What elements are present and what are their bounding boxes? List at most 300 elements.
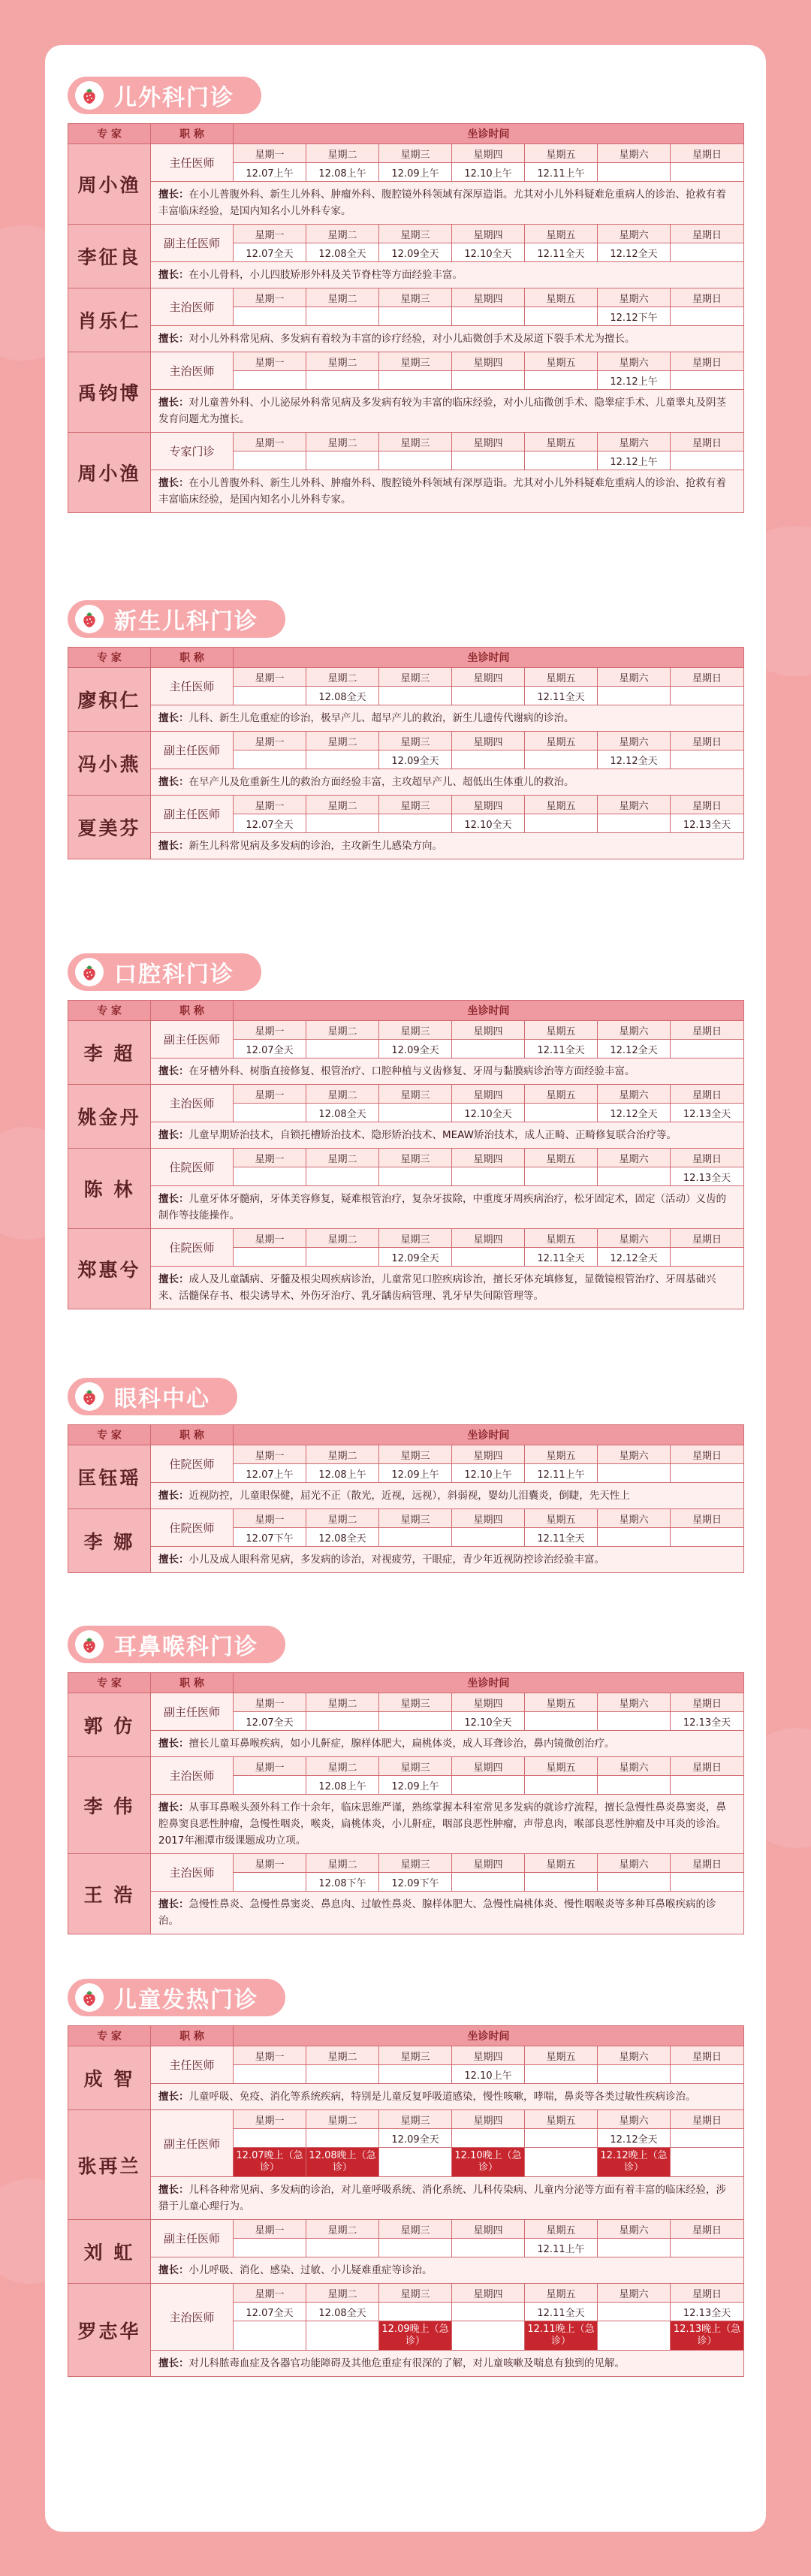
schedule-slot (306, 1040, 379, 1058)
schedule-slot (671, 243, 744, 262)
schedule-slot (234, 1104, 306, 1122)
schedule-table (68, 2025, 744, 2377)
schedule-slot (379, 2065, 452, 2084)
schedule-slot: 12.08全天 (306, 1528, 379, 1547)
expert-header: 专 家 (68, 1425, 151, 1445)
schedule-slot: 12.11全天 (525, 2303, 598, 2321)
specialty-text: 小儿呼吸、消化、感染、过敏、小儿疑难重症等诊治。 (188, 2264, 433, 2276)
specialty-label: 擅长： (158, 1898, 189, 1910)
weekday-label: 星期六 (598, 2284, 671, 2303)
expert-header: 专 家 (68, 1673, 151, 1693)
schedule-slot: 12.13全天 (671, 1104, 744, 1122)
weekday-label: 星期日 (671, 2046, 744, 2065)
specialty-text: 从事耳鼻喉头颈外科工作十余年，临床思维严谨，熟练掌握本科室常见多发病的就诊疗流程，擅长急慢性鼻炎鼻窦炎，鼻腔鼻窦良恶性肿瘤，急慢性咽炎，喉炎，扁桃体炎，小儿鼾症，咽部良恶性肿瘤，声带息肉，喉部良恶性肿瘤及中耳炎的诊治。2017年湘潭市级课题成功立项。 (158, 1801, 726, 1847)
weekday-label: 星期日 (671, 1229, 744, 1248)
schedule-slot: 12.09上午 (379, 1464, 452, 1483)
specialty-label: 擅长： (158, 1490, 189, 1502)
specialty-text: 儿童早期矫治技术，自锁托槽矫治技术、隐形矫治技术、MEAW矫治技术，成人正畸、正畸修复联合治疗等。 (188, 1129, 677, 1141)
specialty-text: 对儿童普外科、小儿泌尿外科常见病及多发病有较为丰富的临床经验，对小儿疝微创手术、隐睾症手术、儿童睾丸及阴茎发育问题尤为擅长。 (158, 397, 726, 425)
schedule-slot (598, 814, 671, 833)
weekday-label: 星期六 (598, 144, 671, 163)
strawberry-icon (75, 1983, 104, 2012)
schedule-card (45, 45, 766, 2532)
department-section (68, 1375, 743, 1573)
weekday-label: 星期日 (671, 2284, 744, 2303)
specialty-label: 擅长： (158, 269, 189, 281)
weekday-label: 星期一 (234, 1229, 306, 1248)
schedule-slot (306, 2129, 379, 2148)
specialty-row (68, 769, 744, 796)
schedule-slot: 12.13全天 (671, 1167, 744, 1186)
schedule-slot: 12.07上午 (234, 163, 306, 182)
section-title-text: 新生儿科门诊 (114, 609, 258, 635)
doctor-name: 张再兰 (68, 2110, 151, 2220)
weekday-label: 星期三 (379, 2046, 452, 2065)
weekday-label: 星期四 (452, 144, 525, 163)
doctor-row (68, 2220, 744, 2239)
title-header: 职 称 (151, 124, 234, 144)
specialty-label: 擅长： (158, 2264, 189, 2276)
weekday-label: 星期六 (598, 1445, 671, 1464)
weekday-label: 星期三 (379, 1149, 452, 1167)
doctor-title: 住院医师 (151, 1229, 234, 1267)
schedule-slot (234, 2239, 306, 2257)
schedule-slot (379, 451, 452, 470)
department-section (68, 1976, 743, 2377)
schedule-slot (379, 2239, 452, 2257)
specialty-label: 擅长： (158, 333, 189, 345)
weekday-label: 星期一 (234, 1021, 306, 1040)
schedule-slot (598, 2239, 671, 2257)
schedule-slot (671, 163, 744, 182)
weekday-label: 星期二 (306, 352, 379, 371)
weekday-label: 星期三 (379, 1693, 452, 1712)
schedule-slot (452, 451, 525, 470)
weekday-label: 星期五 (525, 1021, 598, 1040)
weekday-label: 星期日 (671, 225, 744, 243)
schedule-slot (452, 2239, 525, 2257)
weekday-label: 星期二 (306, 225, 379, 243)
doctor-title: 主治医师 (151, 2284, 234, 2351)
schedule-slot: 12.08全天 (306, 1104, 379, 1122)
schedule-slot: 12.12全天 (598, 750, 671, 769)
specialty-text: 成人及儿童龋病、牙髓及根尖周疾病诊治，儿童常见口腔疾病诊治，擅长牙体充填修复，显微镜根管治疗、牙周基础兴来、活髓保存书、根尖诱导术、外伤牙治疗、乳牙龋齿病管理、乳牙早失间隙管理等。 (158, 1273, 716, 1302)
weekday-label: 星期日 (671, 288, 744, 307)
schedule-slot: 12.07下午 (234, 1528, 306, 1547)
weekday-label: 星期二 (306, 668, 379, 687)
doctor-specialty (151, 1892, 744, 1934)
doctor-row (68, 144, 744, 163)
schedule-slot: 12.10全天 (452, 243, 525, 262)
doctor-name: 李 超 (68, 1021, 151, 1085)
schedule-slot (452, 1528, 525, 1547)
weekday-label: 星期六 (598, 288, 671, 307)
schedule-slot (379, 371, 452, 390)
weekday-label: 星期日 (671, 1509, 744, 1528)
schedule-slot: 12.12全天 (598, 1040, 671, 1058)
schedule-slot: 12.10全天 (452, 1104, 525, 1122)
specialty-row (68, 182, 744, 225)
weekday-label: 星期日 (671, 352, 744, 371)
specialty-row (68, 326, 744, 352)
doctor-specialty (151, 1122, 744, 1149)
weekday-label: 星期五 (525, 2220, 598, 2239)
schedule-slot (452, 2129, 525, 2148)
schedule-slot: 12.08全天 (306, 2303, 379, 2321)
doctor-name: 罗志华 (68, 2284, 151, 2377)
doctor-specialty (151, 1483, 744, 1509)
schedule-slot (525, 451, 598, 470)
weekday-label: 星期三 (379, 668, 452, 687)
doctor-specialty (151, 1547, 744, 1573)
weekday-label: 星期二 (306, 144, 379, 163)
doctor-row (68, 796, 744, 814)
table-header-row (68, 648, 744, 668)
doctor-title: 主治医师 (151, 1085, 234, 1122)
schedule-header: 坐诊时间 (234, 1001, 744, 1021)
doctor-name: 匡钰瑶 (68, 1445, 151, 1509)
emergency-slot: 12.09晚上（急诊） (379, 2321, 452, 2351)
doctor-row (68, 225, 744, 243)
emergency-slot (525, 2148, 598, 2177)
specialty-label: 擅长： (158, 477, 189, 489)
doctor-row (68, 1085, 744, 1104)
schedule-slot (234, 371, 306, 390)
schedule-slot (671, 1528, 744, 1547)
weekday-label: 星期一 (234, 225, 306, 243)
doctor-row (68, 732, 744, 750)
schedule-header: 坐诊时间 (234, 124, 744, 144)
weekday-label: 星期四 (452, 433, 525, 451)
specialty-label: 擅长： (158, 712, 189, 724)
specialty-row (68, 1731, 744, 1757)
specialty-text: 在小儿骨科，小儿四肢矫形外科及关节脊柱等方面经验丰富。 (188, 269, 463, 281)
schedule-slot (452, 307, 525, 326)
specialty-row (68, 1547, 744, 1573)
schedule-table (68, 1424, 744, 1573)
specialty-row (68, 1186, 744, 1229)
doctor-title: 副主任医师 (151, 2110, 234, 2177)
doctor-name: 郑惠兮 (68, 1229, 151, 1309)
weekday-label: 星期二 (306, 1149, 379, 1167)
weekday-label: 星期五 (525, 144, 598, 163)
weekday-label: 星期四 (452, 1149, 525, 1167)
weekday-label: 星期三 (379, 1229, 452, 1248)
section-title (68, 950, 743, 994)
weekday-label: 星期一 (234, 1509, 306, 1528)
emergency-slot (671, 2148, 744, 2177)
schedule-slot (598, 163, 671, 182)
doctor-name: 夏美芬 (68, 796, 151, 859)
weekday-label: 星期日 (671, 668, 744, 687)
schedule-slot (598, 1873, 671, 1892)
doctor-name: 禹钧博 (68, 352, 151, 433)
weekday-label: 星期四 (452, 1757, 525, 1776)
schedule-header: 坐诊时间 (234, 1673, 744, 1693)
doctor-row (68, 1693, 744, 1712)
section-title-text: 眼科中心 (114, 1386, 210, 1412)
doctor-title: 副主任医师 (151, 1693, 234, 1731)
weekday-label: 星期二 (306, 1085, 379, 1104)
weekday-label: 星期二 (306, 732, 379, 750)
schedule-slot (671, 1248, 744, 1267)
schedule-slot: 12.10全天 (452, 814, 525, 833)
specialty-label: 擅长： (158, 1129, 189, 1141)
doctor-specialty (151, 1058, 744, 1085)
section-title-text: 耳鼻喉科门诊 (114, 1634, 258, 1660)
weekday-label: 星期三 (379, 732, 452, 750)
schedule-slot (671, 371, 744, 390)
emergency-slot: 12.10晚上（急诊） (452, 2148, 525, 2177)
weekday-label: 星期三 (379, 352, 452, 371)
weekday-label: 星期二 (306, 1757, 379, 1776)
specialty-text: 急慢性鼻炎、急慢性鼻窦炎、鼻息肉、过敏性鼻炎、腺样体肥大、急慢性扁桃体炎、慢性咽喉炎等多种耳鼻喉疾病的诊治。 (158, 1898, 716, 1927)
specialty-row (68, 262, 744, 288)
schedule-slot: 12.09全天 (379, 750, 452, 769)
title-header: 职 称 (151, 2026, 234, 2046)
doctor-name: 陈 林 (68, 1149, 151, 1229)
weekday-label: 星期一 (234, 352, 306, 371)
schedule-slot (452, 750, 525, 769)
schedule-slot (452, 1873, 525, 1892)
schedule-slot (306, 451, 379, 470)
schedule-slot (452, 1167, 525, 1186)
weekday-label: 星期五 (525, 668, 598, 687)
schedule-slot (598, 2303, 671, 2321)
schedule-slot: 12.07全天 (234, 1040, 306, 1058)
schedule-slot: 12.11全天 (525, 687, 598, 705)
doctor-row (68, 1509, 744, 1528)
schedule-slot: 12.07全天 (234, 814, 306, 833)
weekday-label: 星期六 (598, 1229, 671, 1248)
weekday-label: 星期四 (452, 796, 525, 814)
specialty-row (68, 833, 744, 859)
weekday-label: 星期日 (671, 1757, 744, 1776)
emergency-slot: 12.07晚上（急诊） (234, 2148, 306, 2177)
section-title (68, 1375, 743, 1418)
schedule-slot: 12.11上午 (525, 2239, 598, 2257)
doctor-row (68, 1229, 744, 1248)
schedule-slot (306, 1712, 379, 1731)
weekday-label: 星期六 (598, 1757, 671, 1776)
weekday-label: 星期三 (379, 144, 452, 163)
weekday-label: 星期四 (452, 2110, 525, 2129)
weekday-label: 星期二 (306, 2110, 379, 2129)
weekday-label: 星期日 (671, 144, 744, 163)
weekday-label: 星期二 (306, 1693, 379, 1712)
schedule-slot: 12.09下午 (379, 1873, 452, 1892)
schedule-slot (234, 1776, 306, 1795)
specialty-text: 儿童呼吸、免疫、消化等系统疾病，特别是儿童反复呼吸道感染，慢性咳嗽，哮喘，鼻炎等各类过敏性疾病诊治。 (188, 2091, 696, 2103)
schedule-slot (598, 1528, 671, 1547)
specialty-label: 擅长： (158, 840, 189, 852)
schedule-header: 坐诊时间 (234, 1425, 744, 1445)
weekday-label: 星期四 (452, 1854, 525, 1873)
schedule-slot (671, 1040, 744, 1058)
schedule-slot (525, 750, 598, 769)
doctor-title: 主任医师 (151, 2046, 234, 2084)
weekday-label: 星期一 (234, 732, 306, 750)
weekday-label: 星期日 (671, 433, 744, 451)
weekday-label: 星期五 (525, 2284, 598, 2303)
doctor-title: 住院医师 (151, 1149, 234, 1186)
section-title-text: 儿外科门诊 (114, 85, 234, 111)
schedule-slot (379, 687, 452, 705)
doctor-specialty (151, 1795, 744, 1854)
schedule-slot (379, 1528, 452, 1547)
weekday-label: 星期五 (525, 2110, 598, 2129)
schedule-slot (598, 1776, 671, 1795)
weekday-label: 星期日 (671, 732, 744, 750)
weekday-label: 星期一 (234, 144, 306, 163)
specialty-text: 小儿及成人眼科常见病，多发病的诊治，对视疲劳，干眼症，青少年近视防控诊治经验丰富。 (188, 1554, 604, 1566)
doctor-name: 姚金丹 (68, 1085, 151, 1149)
section-title (68, 1623, 743, 1666)
doctor-title: 主任医师 (151, 668, 234, 705)
weekday-label: 星期三 (379, 1085, 452, 1104)
schedule-table (68, 647, 744, 859)
weekday-label: 星期五 (525, 288, 598, 307)
schedule-table (68, 1000, 744, 1309)
schedule-slot: 12.09全天 (379, 2129, 452, 2148)
weekday-label: 星期日 (671, 1021, 744, 1040)
doctor-specialty (151, 2177, 744, 2220)
weekday-label: 星期日 (671, 796, 744, 814)
specialty-label: 擅长： (158, 776, 189, 788)
schedule-slot (234, 1873, 306, 1892)
strawberry-icon (75, 81, 104, 110)
schedule-slot: 12.08全天 (306, 243, 379, 262)
schedule-slot (379, 1167, 452, 1186)
doctor-name: 李 伟 (68, 1757, 151, 1854)
specialty-label: 擅长： (158, 1193, 189, 1205)
schedule-slot: 12.10上午 (452, 2065, 525, 2084)
expert-header: 专 家 (68, 1001, 151, 1021)
weekday-label: 星期五 (525, 1757, 598, 1776)
specialty-label: 擅长： (158, 2357, 189, 2369)
weekday-label: 星期六 (598, 668, 671, 687)
schedule-table (68, 1672, 744, 1934)
schedule-slot (306, 307, 379, 326)
expert-header: 专 家 (68, 2026, 151, 2046)
doctor-specialty (151, 833, 744, 859)
doctor-title: 住院医师 (151, 1509, 234, 1547)
schedule-slot (525, 1104, 598, 1122)
schedule-slot (671, 750, 744, 769)
weekday-label: 星期二 (306, 1854, 379, 1873)
schedule-slot: 12.07全天 (234, 243, 306, 262)
weekday-label: 星期一 (234, 796, 306, 814)
weekday-label: 星期二 (306, 2220, 379, 2239)
weekday-label: 星期五 (525, 1445, 598, 1464)
schedule-slot (671, 687, 744, 705)
weekday-label: 星期五 (525, 433, 598, 451)
schedule-slot: 12.10全天 (452, 1712, 525, 1731)
weekday-label: 星期三 (379, 1757, 452, 1776)
specialty-row (68, 1483, 744, 1509)
doctor-row (68, 2110, 744, 2129)
doctor-title: 住院医师 (151, 1445, 234, 1483)
specialty-label: 擅长： (158, 1801, 189, 1813)
schedule-slot (452, 2303, 525, 2321)
schedule-slot (234, 750, 306, 769)
specialty-row (68, 1122, 744, 1149)
weekday-label: 星期一 (234, 1085, 306, 1104)
doctor-title: 主治医师 (151, 352, 234, 390)
department-section (68, 1623, 743, 1934)
schedule-slot: 12.11全天 (525, 1248, 598, 1267)
specialty-label: 擅长： (158, 1273, 189, 1285)
specialty-row (68, 1795, 744, 1854)
schedule-slot (671, 2239, 744, 2257)
schedule-slot (525, 814, 598, 833)
weekday-label: 星期三 (379, 1854, 452, 1873)
schedule-slot (234, 2065, 306, 2084)
section-title-pill (68, 1626, 285, 1663)
weekday-label: 星期六 (598, 225, 671, 243)
weekday-label: 星期五 (525, 1854, 598, 1873)
weekday-label: 星期四 (452, 2046, 525, 2065)
schedule-slot (525, 307, 598, 326)
schedule-slot (306, 1167, 379, 1186)
schedule-slot: 12.11上午 (525, 1464, 598, 1483)
schedule-slot (525, 371, 598, 390)
doctor-name: 郭 仿 (68, 1693, 151, 1757)
schedule-slot (598, 1464, 671, 1483)
doctor-name: 廖积仁 (68, 668, 151, 732)
specialty-label: 擅长： (158, 397, 189, 409)
section-title (68, 74, 743, 117)
doctor-row (68, 2284, 744, 2303)
schedule-slot (234, 1248, 306, 1267)
schedule-slot (452, 1776, 525, 1795)
schedule-slot (671, 1464, 744, 1483)
weekday-label: 星期四 (452, 1445, 525, 1464)
weekday-label: 星期一 (234, 288, 306, 307)
doctor-specialty (151, 1186, 744, 1229)
doctor-specialty (151, 1267, 744, 1309)
schedule-slot: 12.12上午 (598, 371, 671, 390)
section-title-text: 口腔科门诊 (114, 962, 234, 988)
specialty-row (68, 390, 744, 433)
weekday-label: 星期日 (671, 1149, 744, 1167)
specialty-text: 在小儿普腹外科、新生儿外科、肿瘤外科、腹腔镜外科领域有深厚造诣。尤其对小儿外科疑难危重病人的诊治、抢救有着丰富临床经验，是国内知名小儿外科专家。 (158, 477, 726, 506)
weekday-label: 星期四 (452, 1085, 525, 1104)
doctor-specialty (151, 705, 744, 732)
doctor-specialty (151, 2084, 744, 2110)
schedule-header: 坐诊时间 (234, 2026, 744, 2046)
specialty-row (68, 1267, 744, 1309)
doctor-row (68, 433, 744, 451)
specialty-row (68, 705, 744, 732)
specialty-label: 擅长： (158, 1554, 189, 1566)
specialty-text: 在早产儿及危重新生儿的救治方面经验丰富，主攻超早产儿、超低出生体重儿的救治。 (188, 776, 574, 788)
schedule-slot: 12.08上午 (306, 1776, 379, 1795)
doctor-title: 专家门诊 (151, 433, 234, 470)
weekday-label: 星期二 (306, 2046, 379, 2065)
doctor-specialty (151, 2257, 744, 2284)
schedule-slot: 12.11全天 (525, 243, 598, 262)
schedule-slot: 12.12下午 (598, 307, 671, 326)
weekday-label: 星期六 (598, 433, 671, 451)
title-header: 职 称 (151, 1673, 234, 1693)
doctor-row (68, 1854, 744, 1873)
section-title-pill (68, 77, 261, 114)
schedule-slot (525, 1776, 598, 1795)
specialty-text: 近视防控，儿童眼保健，屈光不正（散光，近视，远视），斜弱视，婴幼儿泪囊炎，倒睫，先天性上 (188, 1490, 630, 1502)
weekday-label: 星期一 (234, 1854, 306, 1873)
schedule-slot (598, 1167, 671, 1186)
